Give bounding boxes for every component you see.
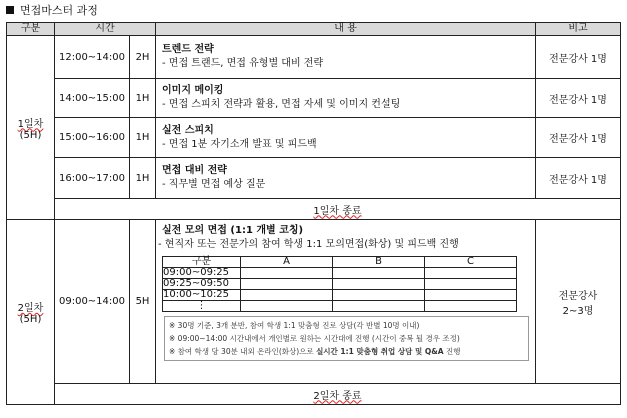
item-desc: - 면접 트랜드, 면접 유형별 대비 전략 bbox=[162, 58, 324, 69]
note-bold: 실시간 1:1 맞춤형 취업 상담 및 Q&A bbox=[316, 347, 444, 356]
table-row bbox=[7, 118, 621, 158]
slot-header: 구분 bbox=[163, 257, 241, 268]
note-line: ※ 09:00~14:00 시간내에서 개인별로 원하는 시간대에 진행 (시간이 중복 될 경우 조정) bbox=[169, 334, 460, 343]
notes-box bbox=[164, 316, 529, 361]
duration-cell: 1H bbox=[130, 79, 156, 118]
day2-end-row bbox=[7, 384, 621, 405]
day1-label-cell bbox=[7, 36, 55, 220]
item-desc: - 현직자 또는 전문가의 참여 학생 1:1 모의면접(화상) 및 피드백 진행 bbox=[158, 239, 459, 250]
slot-time: 09:25~09:50 bbox=[163, 279, 241, 290]
content-cell bbox=[156, 36, 536, 79]
day1-end-text: 1일차 종료 bbox=[313, 205, 362, 217]
note-post: 진행 bbox=[443, 347, 461, 356]
table-row bbox=[7, 36, 621, 79]
content-cell bbox=[156, 118, 536, 158]
table-row bbox=[7, 79, 621, 118]
item-desc: - 직무별 면접 예상 질문 bbox=[162, 179, 266, 190]
day2-end-text: 2일차 종료 bbox=[313, 390, 362, 402]
day1-end-row bbox=[7, 199, 621, 220]
slot-header-row bbox=[163, 257, 517, 268]
slot-time: 09:00~09:25 bbox=[163, 268, 241, 279]
note-pre: ※ 참여 학생 당 30분 내외 온라인(화상)으로 bbox=[169, 347, 317, 356]
item-title: 실전 스피치 bbox=[162, 124, 214, 136]
day1-end bbox=[55, 199, 621, 220]
slot-table bbox=[162, 256, 517, 312]
page-title-text: 면접마스터 과정 bbox=[20, 4, 98, 17]
item-title: 면접 대비 전략 bbox=[162, 165, 227, 176]
day1-label: 1일차 bbox=[17, 118, 44, 130]
time-cell: 12:00~14:00 bbox=[55, 36, 130, 79]
duration-cell: 5H bbox=[130, 220, 156, 384]
day2-label: 2일차 bbox=[17, 303, 44, 314]
content-cell bbox=[156, 220, 536, 384]
page-title bbox=[4, 3, 98, 19]
day2-label-cell bbox=[7, 220, 55, 405]
note-cell: 전문강사 1명 bbox=[536, 36, 621, 79]
slot-row bbox=[163, 268, 517, 279]
item-desc: - 면접 스피치 전략과 활용, 면접 자세 및 이미지 컨설팅 bbox=[162, 99, 401, 110]
item-desc: - 면접 1분 자기소개 발표 및 피드백 bbox=[162, 138, 317, 150]
slot-ellipsis: ⋮ bbox=[163, 301, 241, 312]
schedule-table bbox=[6, 22, 621, 405]
header-content: 내 용 bbox=[156, 23, 536, 36]
day2-end bbox=[55, 384, 621, 405]
time-cell: 14:00~15:00 bbox=[55, 79, 130, 118]
day1-hours: (5H) bbox=[19, 129, 42, 141]
time-cell: 16:00~17:00 bbox=[55, 158, 130, 199]
slot-row bbox=[163, 301, 517, 312]
duration-cell: 2H bbox=[130, 36, 156, 79]
note-cell: 전문강사 1명 bbox=[536, 118, 621, 158]
note-line bbox=[169, 345, 524, 358]
content-cell bbox=[156, 79, 536, 118]
content-cell bbox=[156, 158, 536, 199]
slot-header: C bbox=[425, 257, 517, 268]
note-line: ※ 30명 기준, 3개 분반, 참여 학생 1:1 맞춤형 진로 상담(각 반별 10명 이내) bbox=[169, 321, 420, 330]
duration-cell: 1H bbox=[130, 118, 156, 158]
slot-header: A bbox=[241, 257, 333, 268]
slot-time: 10:00~10:25 bbox=[163, 290, 241, 301]
item-title: 트렌드 전략 bbox=[162, 44, 214, 55]
day2-hours: (5H) bbox=[19, 314, 42, 325]
table-row bbox=[7, 158, 621, 199]
slot-row bbox=[163, 290, 517, 301]
note-cell bbox=[536, 220, 621, 384]
day2-note2: 2~3명 bbox=[562, 305, 594, 317]
header-row bbox=[7, 23, 621, 36]
header-note: 비고 bbox=[536, 23, 621, 36]
slot-header: B bbox=[333, 257, 425, 268]
day2-note: 전문강사 bbox=[558, 290, 598, 302]
header-category: 구분 bbox=[7, 23, 55, 36]
square-bullet-icon bbox=[6, 6, 14, 14]
time-cell: 15:00~16:00 bbox=[55, 118, 130, 158]
item-title: 실전 모의 면접 (1:1 개별 코칭) bbox=[162, 225, 304, 236]
slot-row bbox=[163, 279, 517, 290]
header-time: 시간 bbox=[55, 23, 156, 36]
time-cell: 09:00~14:00 bbox=[55, 220, 130, 384]
note-cell: 전문강사 1명 bbox=[536, 79, 621, 118]
item-title: 이미지 메이킹 bbox=[162, 85, 224, 96]
duration-cell: 1H bbox=[130, 158, 156, 199]
table-row bbox=[7, 220, 621, 384]
note-cell: 전문강사 1명 bbox=[536, 158, 621, 199]
